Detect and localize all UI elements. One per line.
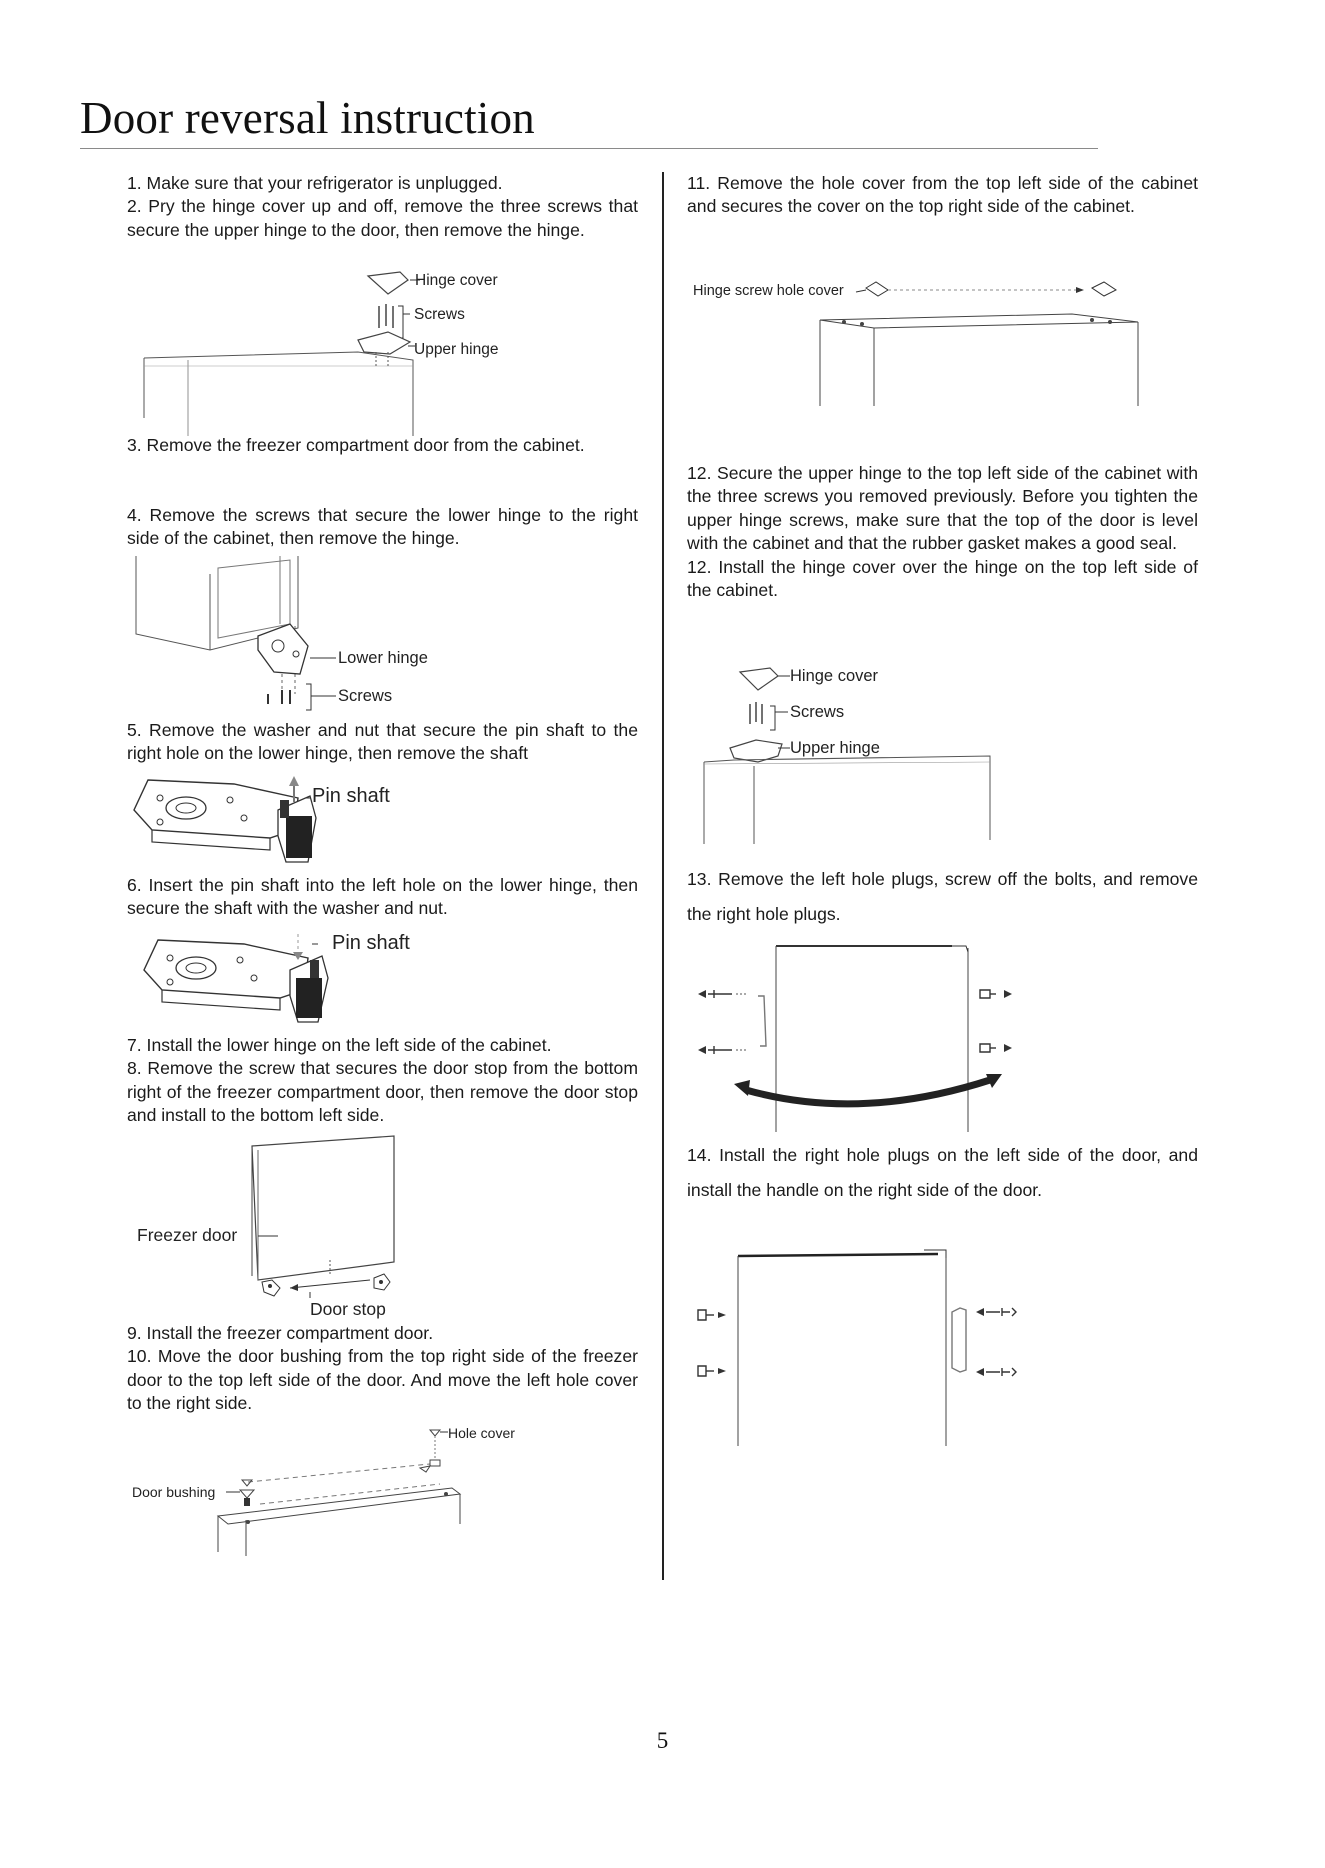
label-hinge-cover-install: Hinge cover xyxy=(790,667,879,685)
label-upper-hinge-install: Upper hinge xyxy=(790,739,880,757)
label-screws-lower: Screws xyxy=(338,687,393,705)
step-12b-text: 12. Install the hinge cover over the hinge on the top left side of the cabinet. xyxy=(687,556,1198,601)
handle-install-figure xyxy=(690,1246,1030,1452)
upper-hinge-install-figure xyxy=(698,664,1018,844)
step-13 xyxy=(687,862,1198,932)
step-6-text: 6. Insert the pin shaft into the left hole on the lower hinge, then secure the shaft with the washer and nut. xyxy=(127,875,638,919)
step-14-text: 14. Install the right hole plugs on the left side of the door, and install the handle on the right side of the door. xyxy=(687,1145,1198,1200)
pin-shaft-removal-figure xyxy=(130,766,430,870)
label-freezer-door: Freezer door xyxy=(137,1225,238,1245)
step-4-text: 4. Remove the screws that secure the lower hinge to the right side of the cabinet, then remove the hinge. xyxy=(127,505,638,549)
label-upper-hinge: Upper hinge xyxy=(414,341,499,358)
page-title: Door reversal instruction xyxy=(80,93,535,143)
step-14 xyxy=(687,1138,1198,1208)
step-3 xyxy=(127,434,638,457)
upper-hinge-removal-figure xyxy=(138,268,538,436)
step-5-text: 5. Remove the washer and nut that secure the pin shaft to the right hole on the lower hinge, then remove the shaft xyxy=(127,720,638,764)
label-door-stop: Door stop xyxy=(310,1299,386,1319)
door-stop-figure xyxy=(134,1130,434,1320)
step-5 xyxy=(127,719,638,766)
label-pin-shaft-insert: Pin shaft xyxy=(332,932,410,954)
hole-plugs-removal-figure xyxy=(690,940,1020,1136)
title-divider xyxy=(80,148,1098,149)
door-bushing-figure xyxy=(130,1420,550,1556)
label-hinge-cover: Hinge cover xyxy=(415,272,498,289)
pin-shaft-insert-figure xyxy=(140,926,440,1030)
steps-1-2 xyxy=(127,172,638,242)
step-11 xyxy=(687,172,1198,219)
label-screws: Screws xyxy=(414,306,465,323)
page-number: 5 xyxy=(656,1728,669,1753)
lower-hinge-removal-figure xyxy=(130,554,450,714)
step-10-text: 10. Move the door bushing from the top right side of the freezer door to the top left side of the door. And move the left hole cover to the right side. xyxy=(127,1346,638,1414)
column-divider xyxy=(662,172,664,1580)
step-9-text: 9. Install the freezer compartment door. xyxy=(127,1323,434,1343)
label-lower-hinge: Lower hinge xyxy=(338,649,428,667)
step-8-text: 8. Remove the screw that secures the door stop from the bottom right of the freezer compartment door, then remove the door stop and install to the bottom left side. xyxy=(127,1058,638,1126)
step-6 xyxy=(127,874,638,921)
step-3-text: 3. Remove the freezer compartment door from the cabinet. xyxy=(127,435,585,455)
label-door-bushing: Door bushing xyxy=(132,1484,216,1500)
label-pin-shaft-remove: Pin shaft xyxy=(312,785,390,807)
label-screws-install: Screws xyxy=(790,703,845,721)
step-4 xyxy=(127,504,638,551)
step-2-text: 2. Pry the hinge cover up and off, remove the three screws that secure the upper hinge to the door, then remove the hinge. xyxy=(127,196,638,240)
steps-9-10 xyxy=(127,1322,638,1416)
label-hole-cover: Hole cover xyxy=(448,1425,515,1441)
step-11-text: 11. Remove the hole cover from the top left side of the cabinet and secures the cover on the top right side of the cabinet. xyxy=(687,173,1198,217)
hole-cover-figure xyxy=(690,280,1150,410)
step-13-text: 13. Remove the left hole plugs, screw off the bolts, and remove the right hole plugs. xyxy=(687,869,1198,924)
steps-12 xyxy=(687,462,1198,602)
step-1-text: 1. Make sure that your refrigerator is unplugged. xyxy=(127,173,503,193)
step-7-text: 7. Install the lower hinge on the left side of the cabinet. xyxy=(127,1035,552,1055)
steps-7-8 xyxy=(127,1034,638,1128)
step-12-text: 12. Secure the upper hinge to the top left side of the cabinet with the three screws you removed previously. Before you tighten the upper hinge screws, make sure that the top of the door is level with the cabinet and that the rubber gasket makes a good seal. xyxy=(687,463,1198,554)
label-hinge-screw-hole-cover: Hinge screw hole cover xyxy=(693,283,844,299)
